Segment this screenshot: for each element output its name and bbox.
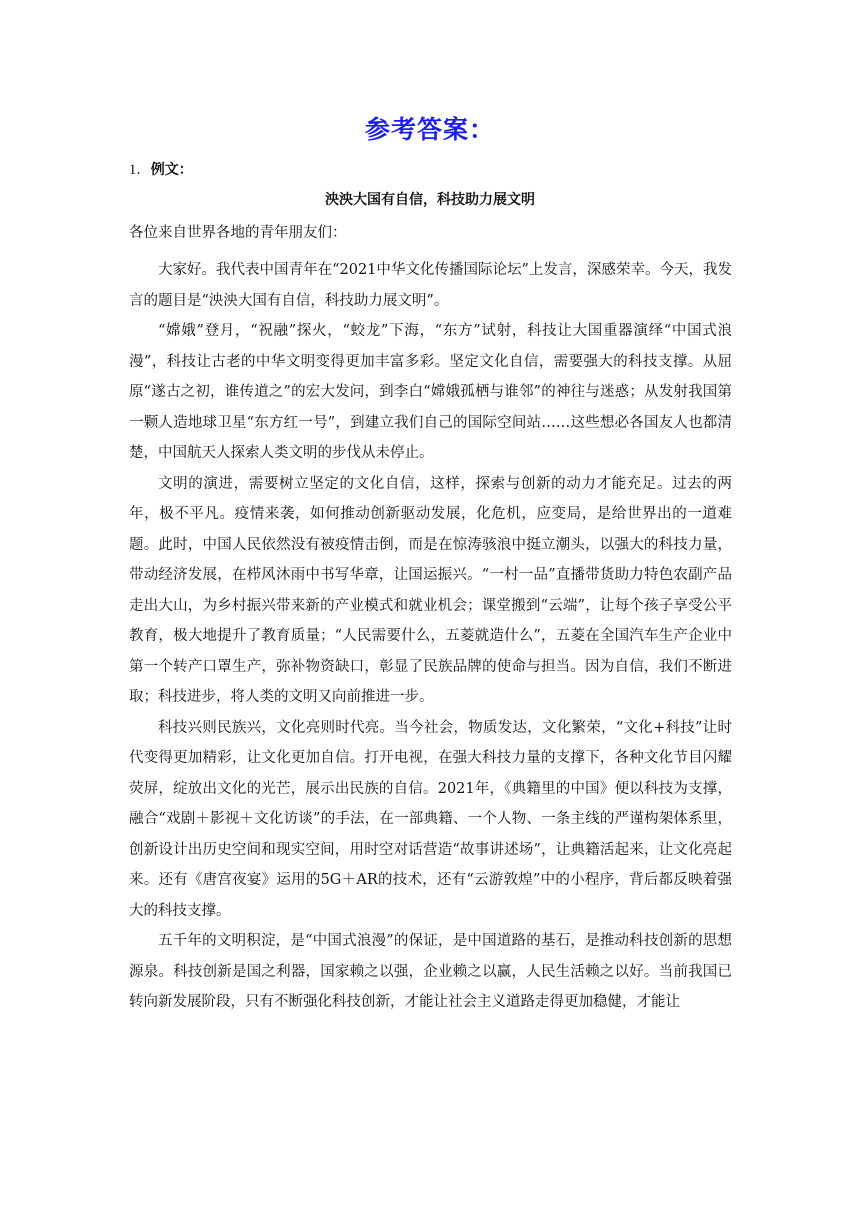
paragraph: 文明的演进，需要树立坚定的文化自信，这样，探索与创新的动力才能充足。过去的两年，极不平凡。疫情来袭，如何推动创新驱动发展，化危机，应变局，是给世界出的一道难题。此时，中国人民依然没有被疫情击倒，而是在惊涛骇浪中挺立潮头，以强大的科技力量，带动经济发展，在栉风沐雨中书写华章，让国运振兴。“一村一品”直播带货助力特色农副产品走出大山，为乡村振兴带来新的产业模式和就业机会；课堂搬到“云端”，让每个孩子享受公平教育，极大地提升了教育质量；“人民需要什么，五菱就造什么”，五菱在全国汽车生产企业中第一个转产口罩生产，弥补物资缺口，彰显了民族品牌的使命与担当。因为自信，我们不断进取；科技进步，将人类的文明又向前推进一步。 (129, 475, 732, 705)
paragraph: “嫦娥”登月，“祝融”探火，“蛟龙”下海，“东方”试射，科技让大国重器演绎“中国式浪漫”，科技让古老的中华文明变得更加丰富多彩。坚定文化自信，需要强大的科技支撑。从屈原“遂古之初，谁传道之”的宏大发问，到李白“嫦娥孤栖与谁邻”的神往与迷惑；从发射我国第一颗人造地球卫星“东方红一号”，到建立我们自己的国际空间站……这些想必各国友人也都清楚，中国航天人探索人类文明的步伐从未停止。 (129, 323, 732, 461)
greeting: 各位来自世界各地的青年朋友们： (129, 225, 347, 241)
answer-heading: 参考答案： (364, 115, 495, 144)
paragraph: 大家好。我代表中国青年在“2021中华文化传播国际论坛”上发言，深感荣幸。今天，我发言的题目是“泱泱大国有自信，科技助力展文明”。 (129, 262, 732, 309)
essay-body (129, 255, 732, 1018)
paragraph: 科技兴则民族兴，文化亮则时代亮。当今社会，物质发达，文化繁荣，“文化+科技”让时代变得更加精彩，让文化更加自信。打开电视，在强大科技力量的支撑下，各种文化节目闪耀荧屏，绽放出文化的光芒，展示出民族的自信。2021年，《典籍里的中国》便以科技为支撑，融合“戏剧＋影视＋文化访谈”的手法，在一部典籍、一个人物、一条主线的严谨构架体系里，创新设计出历史空间和现实空间，用时空对话营造“故事讲述场”，让典籍活起来，让文化亮起来。还有《唐宫夜宴》运用的5G＋AR的技术，还有“云游敦煌”中的小程序，背后都反映着强大的科技支撑。 (129, 719, 732, 919)
question-label (129, 160, 193, 180)
example-label: 例文： (150, 162, 193, 178)
essay-title: 泱泱大国有自信，科技助力展文明 (325, 192, 535, 208)
paragraph: 五千年的文明积淀，是“中国式浪漫”的保证，是中国道路的基石，是推动科技创新的思想源泉。科技创新是国之利器，国家赖之以强，企业赖之以赢，人民生活赖之以好。当前我国已转向新发展阶段，只有不断强化科技创新，才能让社会主义道路走得更加稳健，才能让 (129, 933, 732, 1010)
question-number: 1． (129, 162, 151, 178)
